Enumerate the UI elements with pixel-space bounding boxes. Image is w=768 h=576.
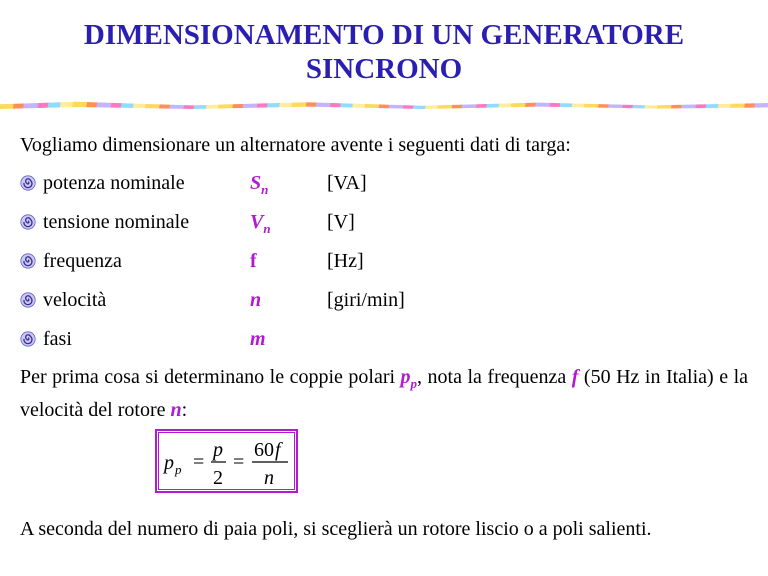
intro-text: Vogliamo dimensionare un alternatore avente i seguenti dati di targa: [20, 134, 571, 156]
title-line-2: SINCRONO [305, 53, 463, 85]
item-unit: [VA] [327, 172, 367, 194]
outro-text: A seconda del numero di paia poli, si sceglierà un rotore liscio o a poli salienti. [20, 518, 652, 540]
slide-title [0, 18, 768, 86]
n-symbol: n [170, 399, 182, 421]
formula-lhs: p [164, 452, 174, 474]
item-label: velocità [43, 289, 107, 311]
formula-frac1-den: 2 [213, 467, 223, 489]
rating-list [20, 172, 760, 367]
list-item [20, 289, 760, 328]
formula-lhs-sub: p [175, 462, 182, 477]
list-item [20, 211, 760, 250]
item-symbol: m [250, 328, 266, 350]
spiral-bullet-icon [20, 214, 36, 230]
formula-eq-2: = [233, 451, 245, 473]
list-item [20, 172, 760, 211]
item-unit: [giri/min] [327, 289, 405, 311]
title-line-1: DIMENSIONAMENTO DI UN GENERATORE [83, 19, 685, 51]
item-symbol: $S_n$ [250, 172, 269, 197]
formula-frac1-num: p [213, 439, 223, 461]
spiral-bullet-icon [20, 292, 36, 308]
formula-frac2-den: n [264, 467, 274, 489]
item-unit: [Hz] [327, 250, 364, 272]
spiral-bullet-icon [20, 331, 36, 347]
item-unit: [V] [327, 211, 355, 233]
formula-equation [157, 431, 296, 491]
pole-pairs-formula [155, 429, 298, 493]
decorative-divider [0, 101, 768, 109]
list-item [20, 328, 760, 367]
item-symbol: f [250, 250, 257, 272]
item-label: tensione nominale [43, 211, 190, 233]
item-symbol: n [250, 289, 262, 311]
item-symbol: $V_n$ [250, 211, 271, 236]
f-symbol: f [571, 366, 579, 388]
item-label: fasi [43, 328, 72, 350]
formula-frac2-num: 60 [254, 439, 274, 461]
spiral-bullet-icon [20, 253, 36, 269]
formula-frac2-num-var: f [275, 439, 281, 461]
list-item [20, 250, 760, 289]
item-label: frequenza [43, 250, 122, 272]
formula-eq-1: = [193, 451, 205, 473]
item-label: potenza nominale [43, 172, 185, 194]
pole-pairs-paragraph: Per prima cosa si determinano le coppie polari $p_p$, nota la frequenza f (50 Hz in Italia) e la velocità del rotore n: [20, 366, 749, 421]
spiral-bullet-icon [20, 175, 36, 191]
pp-symbol: $p_p$ [400, 366, 418, 391]
